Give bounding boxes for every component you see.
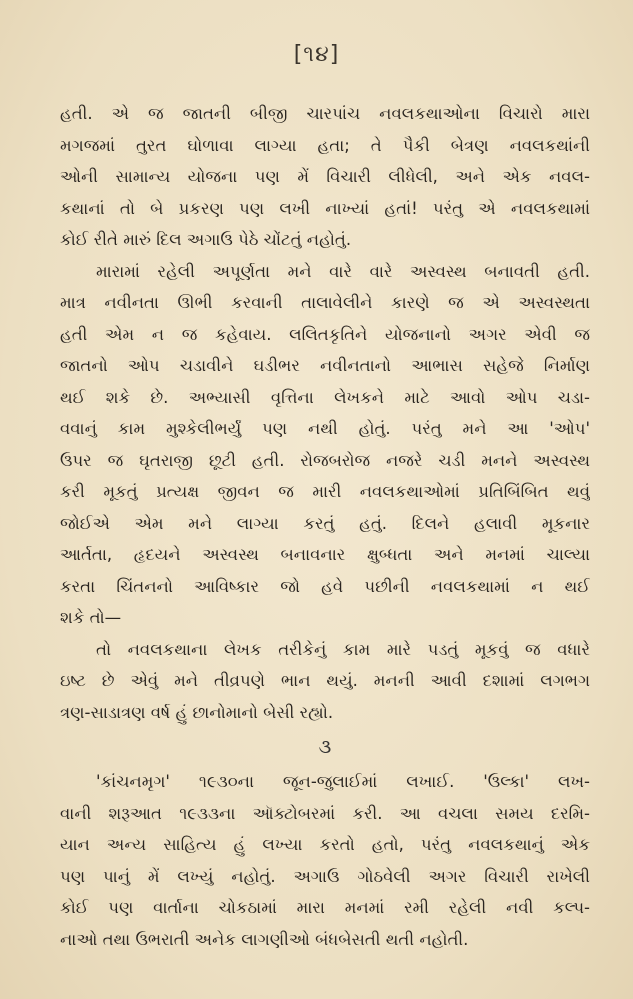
paragraph-1 [60, 98, 590, 256]
text-line: કરી મૂકતું પ્રત્યક્ષ જીવન જ મારી નવલકથાઓમાં પ્રતિબિંબિત થવું [60, 482, 590, 501]
text-line: તો નવલકથાના લેખક તરીકેનું કામ મારે પડતું મૂકવું જ વધારે [96, 639, 590, 659]
text-line: કથાનાં તો બે પ્રકરણ પણ લખી નાખ્યાં હતાં! પરંતુ એ નવલકથામાં [60, 198, 590, 218]
text-line: 'કાંચનમૃગ' ૧૯૩૦ના જૂન-જુલાઈમાં લખાઈ. 'ઉલ્કા' લખ- [96, 772, 590, 791]
text-line: ઉપર જ ઘૃતરાજી છૂટી હતી. રોજબરોજ નજરે ચડી મનને અસ્વસ્થ [60, 450, 590, 470]
text-line: મારામાં રહેલી અપૂર્ણતા મને વારે વારે અસ્વસ્થ બનાવતી હતી. [96, 261, 590, 281]
text-line: યાન અન્ય સાહિત્ય હું લખ્યા કરતો હતો, પરંતુ નવલકથાનું એક [60, 835, 590, 854]
text-line: ઇષ્ટ છે એવું મને તીવ્રપણે ભાન થયું. મનની આવી દશામાં લગભગ [60, 671, 590, 690]
paragraph-4 [60, 766, 590, 955]
text-line: ત્રણ-સાડાત્રણ વર્ષ હું છાનોમાનો બેસી રહ્યો. [60, 702, 334, 722]
text-line: કરતા ચિંતનનો આવિષ્કાર જો હવે પછીની નવલકથામાં ન થઈ [60, 576, 590, 596]
body-text [60, 98, 590, 955]
text-line: માત્ર નવીનતા ઊભી કરવાની તાલાવેલીને કારણે જ એ અસ્વસ્થતા [60, 293, 590, 312]
text-line: નાઓ તથા ઉભરાતી અનેક લાગણીઓ બંધબેસતી થતી નહોતી. [60, 929, 469, 949]
text-line: મગજમાં તુરત ઘોળાવા લાગ્યા હતા; તે પૈકી બેત્રણ નવલકથાંની [60, 135, 590, 155]
paragraph-2 [60, 256, 590, 634]
text-line: પણ પાનું મેં લખ્યું નહોતું. અગાઉ ગોઠવેલી અગર વિચારી રાખેલી [60, 866, 590, 886]
section-number: ૩ [318, 736, 332, 758]
text-line: શકે તો— [60, 608, 122, 627]
text-line: વાની શરૂઆત ૧૯૩૩ના ઑક્ટોબરમાં કરી. આ વચલા સમય દરમિ- [60, 803, 590, 823]
text-line: હતી. એ જ જાતની બીજી ચારપાંચ નવલકથાઓના વિચારો મારા [60, 104, 590, 123]
text-line: કોઈ રીતે મારું દિલ અગાઉ પેઠે ચોંટતું નહોતું. [60, 230, 352, 249]
text-line: થઈ શકે છે. અભ્યાસી વૃત્તિના લેખકને માટે આવો ઓપ ચડા- [60, 387, 590, 407]
text-line: જાતનો ઓપ ચડાવીને ઘડીભર નવીનતાનો આભાસ સહેજે નિર્માણ [60, 356, 590, 375]
text-line: જોઈએ એમ મને લાગ્યા કરતું હતું. દિલને હલાવી મૂકનાર [60, 513, 590, 533]
page-number: [૧૪] [293, 42, 340, 67]
text-line: કોઈ પણ વાર્તાના ચોકઠામાં મારા મનમાં રમી રહેલી નવી કલ્પ- [60, 898, 590, 917]
paragraph-3 [60, 634, 590, 729]
text-line: વવાનું કામ મુશ્કેલીભર્યું પણ નથી હોતું. પરંતુ મને આ 'ઓપ' [60, 419, 590, 438]
text-line: આર્તતા, હૃદયને અસ્વસ્થ બનાવનાર ક્ષુબ્ધતા અને મનમાં ચાલ્યા [60, 545, 590, 564]
text-line: હતી એમ ન જ કહેવાય. લલિતકૃતિને યોજનાનો અગર એવી જ [60, 324, 590, 344]
text-line: ઓની સામાન્ય યોજના પણ મેં વિચારી લીધેલી, અને એક નવલ- [60, 167, 590, 186]
